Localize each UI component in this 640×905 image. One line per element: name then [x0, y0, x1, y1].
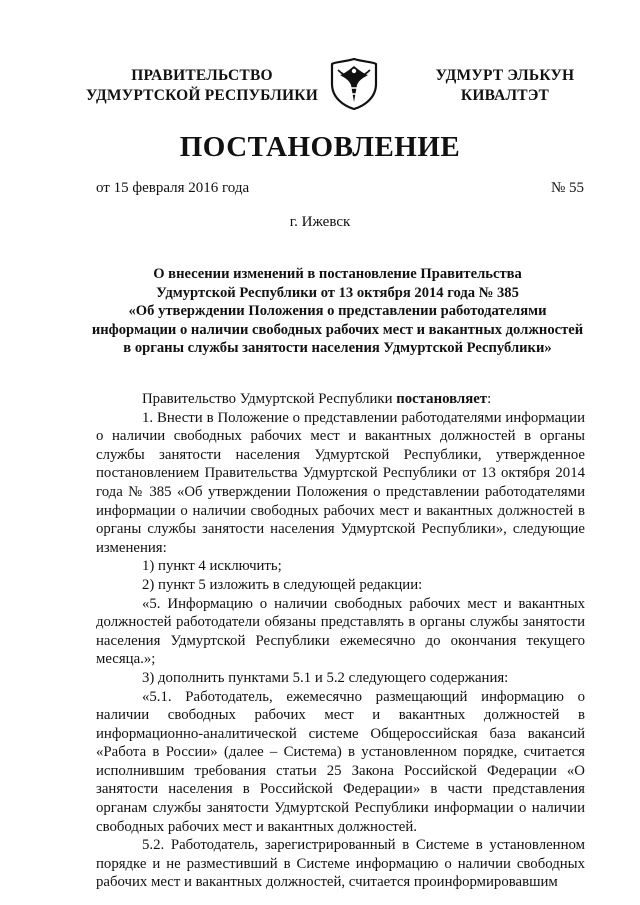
- subject-line: «Об утверждении Положения о представлении работодателями: [128, 303, 547, 319]
- document-date: от 15 февраля 2016 года: [96, 180, 250, 196]
- body-paragraph: 1) пункт 4 исключить;: [142, 558, 282, 575]
- document-title: ПОСТАНОВЛЕНИЕ: [179, 131, 461, 163]
- subject-line: в органы службы занятости населения Удмуртской Республики»: [123, 340, 552, 356]
- body-paragraph: 5.2. Работодатель, зарегистрированный в Системе в установленном порядке и не разместивший в Системе информацию о наличии свободных рабочих мест и вакантных должностей, считается проинформировавшим: [96, 837, 585, 891]
- government-name-russian: [82, 66, 322, 106]
- subject-line: Удмуртской Республики от 13 октября 2014 года № 385: [156, 284, 519, 301]
- body-paragraph: 2) пункт 5 изложить в следующей редакции:: [142, 576, 423, 593]
- intro-paragraph: [96, 390, 585, 409]
- government-name-udmurt: [405, 66, 605, 106]
- subject-line: информации о наличии свободных рабочих мест и вакантных должностей: [91, 321, 584, 338]
- body-paragraph: 3) дополнить пунктами 5.1 и 5.2 следующего содержания:: [142, 669, 509, 686]
- intro-bold-verb: постановляет: [396, 391, 488, 407]
- document-number: № 55: [550, 180, 584, 196]
- body-paragraph: «5. Информацию о наличии свободных рабочих мест и вакантных должностей работодатели обязаны представлять в органы службы занятости населения Удмуртской Республики ежемесячно до окончания текущего месяца.»;: [96, 595, 585, 668]
- header-left-line-1: ПРАВИТЕЛЬСТВО: [131, 67, 273, 84]
- document-body: [96, 390, 585, 892]
- document-subject: [90, 265, 585, 358]
- document-city: г. Ижевск: [289, 214, 351, 230]
- header-right-line-2: КИВАЛТЭТ: [460, 87, 550, 104]
- body-paragraph: «5.1. Работодатель, ежемесячно размещающий информацию о наличии свободных рабочих мест и вакантных должностей в информационно-аналитической системе Общероссийская база вакансий «Работа в России» (далее – Система) в установленном порядке, считается исполнившим требования статьи 25 Закона Российской Федерации «О занятости населения в Российской Федерации» в части представления органам службы занятости Удмуртской Республики информации о наличии свободных рабочих мест и вакантных должностей.: [96, 688, 585, 835]
- header-left-line-2: УДМУРТСКОЙ РЕСПУБЛИКИ: [86, 87, 318, 104]
- body-paragraph: 1. Внести в Положение о представлении работодателями информации о наличии свободных рабочих мест и вакантных должностей в органы службы занятости населения Удмуртской Республики, утвержденное постановлением Правительства Удмуртской Республики от 13 октября 2014 года № 385 «Об утверждении Положения о представлении работодателями информации о наличии свободных рабочих мест и вакантных должностей в органы службы занятости населения Удмуртской Республики», следующие изменения:: [96, 409, 585, 556]
- intro-text: Правительство Удмуртской Республики: [142, 391, 397, 407]
- header-right-line-1: УДМУРТ ЭЛЬКУН: [435, 67, 575, 84]
- subject-line: О внесении изменений в постановление Правительства: [153, 266, 522, 282]
- udmurt-coat-of-arms-icon: [330, 58, 378, 110]
- intro-end: :: [487, 391, 492, 407]
